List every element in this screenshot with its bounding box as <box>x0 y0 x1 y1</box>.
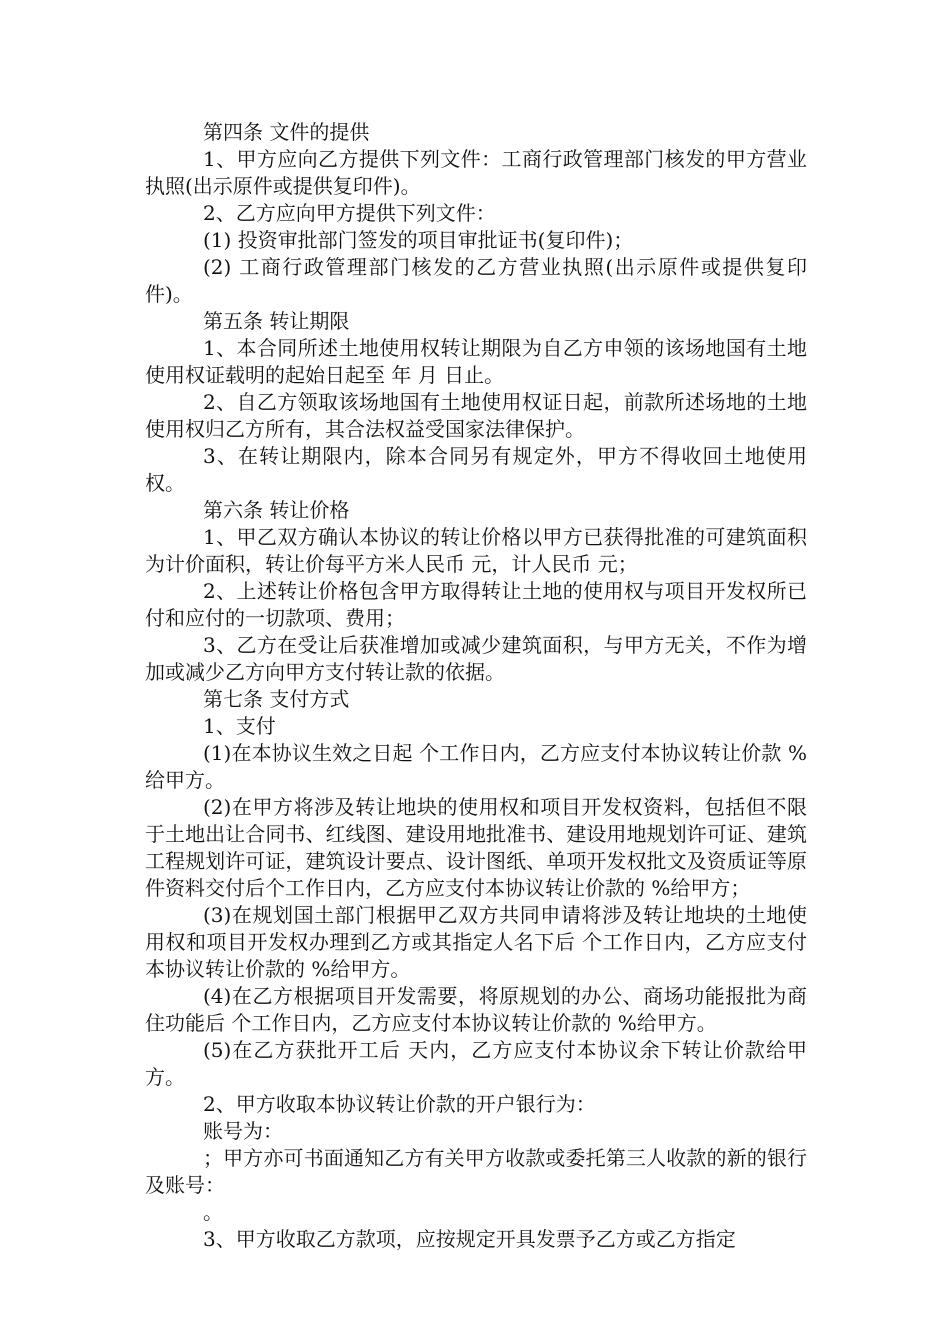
period-line: 。 <box>203 1200 223 1224</box>
article-6-heading: 第六条 转让价格 <box>203 498 350 522</box>
article-4-item-2: (2) 工商行政管理部门核发的乙方营业执照(出示原件或提供复印件)。 <box>145 255 807 306</box>
article-7-item-5: (5)在乙方获批开工后 天内，乙方应支付本协议余下转让价款给甲方。 <box>145 1038 807 1089</box>
document-page <box>145 119 807 1253</box>
article-7-clause-1: 1、支付 <box>203 714 276 738</box>
article-7-clause-2: 2、甲方收取本协议转让价款的开户银行为： <box>203 1092 596 1116</box>
article-6-clause-2: 2、上述转让价格包含甲方取得转让土地的使用权与项目开发权所已付和应付的一切款项、费用； <box>145 579 807 630</box>
article-7-clause-3: 3、甲方收取乙方款项，应按规定开具发票予乙方或乙方指定 <box>203 1227 736 1251</box>
article-7-item-1: (1)在本协议生效之日起 个工作日内，乙方应支付本协议转让价款 %给甲方。 <box>145 741 807 792</box>
article-4-clause-2: 2、乙方应向甲方提供下列文件： <box>203 201 496 225</box>
article-6-clause-1: 1、甲乙双方确认本协议的转让价格以甲方已获得批准的可建筑面积为计价面积，转让价每平方米人民币 元，计人民币 元； <box>145 525 807 576</box>
article-4-item-1: (1) 投资审批部门签发的项目审批证书(复印件)； <box>203 228 634 252</box>
new-bank-notice: ；甲方亦可书面通知乙方有关甲方收款或委托第三人收款的新的银行及账号： <box>145 1146 807 1197</box>
article-5-clause-3: 3、在转让期限内，除本合同另有规定外，甲方不得收回土地使用权。 <box>145 444 807 495</box>
article-4-heading: 第四条 文件的提供 <box>203 120 370 144</box>
account-number-line: 账号为： <box>203 1119 283 1143</box>
article-6-clause-3: 3、乙方在受让后获准增加或减少建筑面积，与甲方无关，不作为增加或减少乙方向甲方支付转让款的依据。 <box>145 633 807 684</box>
article-7-heading: 第七条 支付方式 <box>203 687 350 711</box>
article-4-clause-1: 1、甲方应向乙方提供下列文件：工商行政管理部门核发的甲方营业执照(出示原件或提供复印件)。 <box>145 147 807 198</box>
article-7-item-4: (4)在乙方根据项目开发需要，将原规划的办公、商场功能报批为商住功能后 个工作日内，乙方应支付本协议转让价款的 %给甲方。 <box>145 984 807 1035</box>
article-7-item-2: (2)在甲方将涉及转让地块的使用权和项目开发权资料，包括但不限于土地出让合同书、红线图、建设用地批准书、建设用地规划许可证、建筑工程规划许可证，建筑设计要点、设计图纸、单项开发权批文及资质证等原件资料交付后个工作日内，乙方应支付本协议转让价款的 %给甲方； <box>145 795 807 900</box>
article-5-clause-1: 1、本合同所述土地使用权转让期限为自乙方申领的该场地国有土地使用权证载明的起始日起至 年 月 日止。 <box>145 336 807 387</box>
article-5-heading: 第五条 转让期限 <box>203 309 350 333</box>
article-5-clause-2: 2、自乙方领取该场地国有土地使用权证日起，前款所述场地的土地使用权归乙方所有，其合法权益受国家法律保护。 <box>145 390 807 441</box>
article-7-item-3: (3)在规划国土部门根据甲乙双方共同申请将涉及转让地块的土地使用权和项目开发权办理到乙方或其指定人名下后 个工作日内，乙方应支付本协议转让价款的 %给甲方。 <box>145 903 807 981</box>
